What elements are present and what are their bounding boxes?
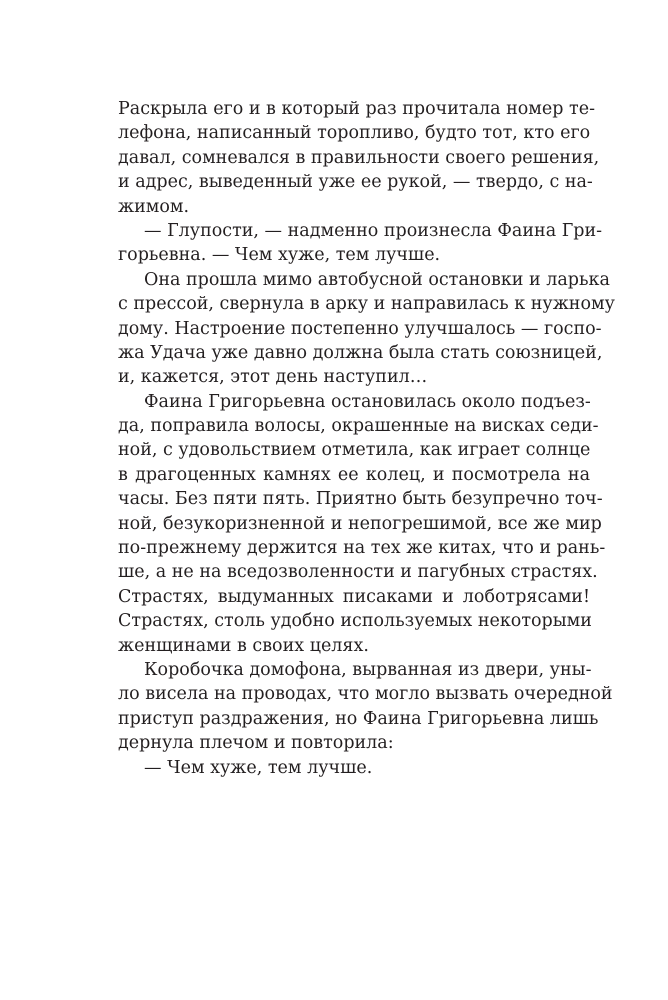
text-line: лефона, написанный торопливо, будто тот, кто его [118, 123, 591, 144]
text-line: дому. Настроение постепенно улучшалось — госпо- [118, 318, 602, 339]
text-line: жа Удача уже давно должна была стать союзницей, [118, 342, 603, 363]
text-line: — Чем хуже, тем лучше. [144, 757, 373, 778]
text-line: и, кажется, этот день наступил… [118, 367, 428, 388]
text-line: давал, сомневался в правильности своего решения, [118, 147, 600, 168]
text-line: ной, безукоризненной и непогрешимой, все же мир [118, 513, 602, 534]
text-line: Фаина Григорьевна остановилась около подъез- [144, 391, 591, 412]
text-line: Коробочка домофона, вырванная из двери, уны- [144, 659, 592, 680]
text-line: да, поправила волосы, окрашенные на висках седи- [118, 416, 599, 437]
text-line: ше, а не на вседозволенности и пагубных страстях. [118, 562, 598, 583]
text-line: Страстях, выдуманных писаками и лоботрясами! [118, 586, 590, 607]
text-line: в драгоценных камнях ее колец, и посмотрела на [118, 464, 590, 485]
text-line: часы. Без пяти пять. Приятно быть безупречно точ- [118, 489, 603, 510]
text-line: Страстях, столь удобно используемых некоторыми [118, 611, 592, 632]
text-line: ной, с удовольствием отметила, как играет солнце [118, 440, 591, 461]
text-line: — Глупости, — надменно произнесла Фаина Гри- [144, 220, 603, 241]
text-line: Она прошла мимо автобусной остановки и ларька [144, 269, 610, 290]
text-line: с прессой, свернула в арку и направилась к нужному [118, 294, 615, 315]
text-line: жимом. [118, 196, 190, 217]
text-line: ло висела на проводах, что могло вызвать очередной [118, 684, 613, 705]
body-text [118, 97, 615, 780]
text-line: по-прежнему держится на тех же китах, что и рань- [118, 538, 606, 559]
text-line: приступ раздражения, но Фаина Григорьевна лишь [118, 708, 599, 729]
text-line: Раскрыла его и в который раз прочитала номер те- [118, 99, 595, 119]
text-line: женщинами в своих целях. [118, 635, 369, 656]
text-line: дернула плечом и повторила: [118, 733, 394, 754]
text-line: горьевна. — Чем хуже, тем лучше. [118, 245, 441, 266]
text-line: и адрес, выведенный уже ее рукой, — твердо, с на- [118, 172, 593, 193]
